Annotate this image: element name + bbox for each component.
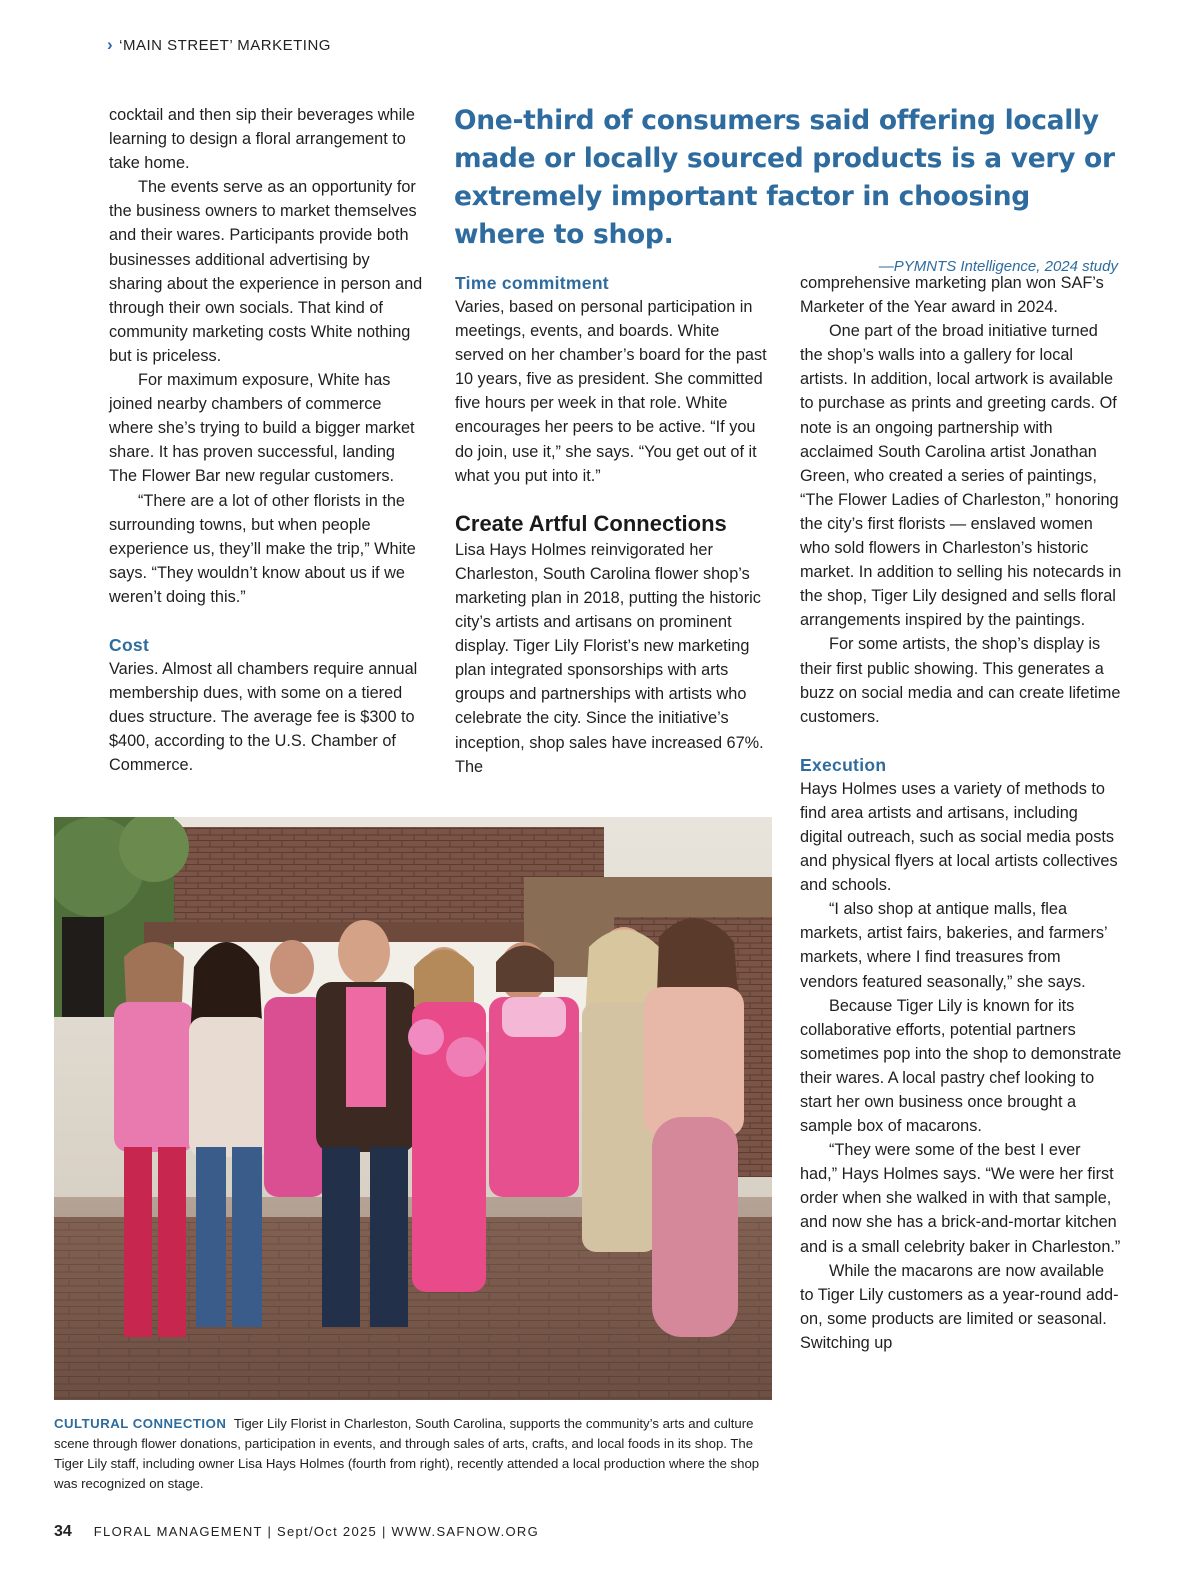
paragraph: comprehensive marketing plan won SAF’s Marketer of the Year award in 2024. (800, 274, 1104, 317)
pull-quote (454, 102, 1122, 275)
pull-quote-source: —PYMNTS Intelligence, 2024 study (878, 258, 1118, 275)
column-3 (800, 271, 1122, 1355)
chevron-right-icon: › (107, 35, 114, 54)
paragraph: One part of the broad initiative turned the shop’s walls into a gallery for local artists. In addition, local artwork is available to purchase as prints and greeting cards. Of note is an ongoing partnership with acclaimed South Carolina artist Jonathan Green, who created a series of paintings, “The Flower Ladies of Charleston,” honoring the city’s first florists — enslaved women who sold flowers in Charleston’s historic market. In addition to selling his notecards in the shop, Tiger Lily designed and sells floral arrangements inspired by the paintings. (800, 322, 1122, 630)
paragraph: The events serve as an opportunity for the business owners to market themselves and their wares. Participants provide both businesses additional advertising by sharing about the experience in person and through their own socials. That kind of community marketing costs White nothing but is priceless. (109, 178, 423, 365)
paragraph: While the macarons are now available to Tiger Lily customers as a year-round add-on, some products are limited or seasonal. Switching up (800, 1261, 1119, 1352)
execution-subhead: Execution (800, 754, 887, 775)
footer-text: FLORAL MANAGEMENT | Sept/Oct 2025 | WWW.SAFNOW.ORG (93, 1524, 540, 1539)
caption-head: CULTURAL CONNECTION (54, 1416, 227, 1431)
paragraph: Hays Holmes uses a variety of methods to find area artists and artisans, including digital outreach, such as social media posts and physical flyers at local artists collectives and schools. (800, 779, 1118, 895)
paragraph: Varies, based on personal participation in meetings, events, and boards. White served on her chamber’s board for the past 10 years, five as president. She committed five hours per week in that role. White encourages her peers to be active. “If you do join, use it,” she says. “You get out of it what you put into it.” (455, 298, 767, 485)
page-footer (54, 1523, 539, 1541)
column-1 (109, 103, 427, 777)
paragraph: “They were some of the best I ever had,” Hays Holmes says. “We were her first order when she walked in with that sample, and now she has a brick-and-mortar kitchen and is a small celebrity baker in Charleston.” (800, 1141, 1121, 1256)
column-2 (455, 271, 767, 779)
paragraph: Lisa Hays Holmes reinvigorated her Charleston, South Carolina flower shop’s marketing plan in 2018, putting the historic city’s artists and artisans on prominent display. Tiger Lily Florist’s new marketing plan integrated sponsorships with arts groups and partnerships with artists who celebrate the city. Since the initiative’s inception, shop sales have increased 67%. The (455, 540, 764, 776)
pull-quote-text: One-third of consumers said offering locally made or locally sourced products is a very or extremely important factor in choosing where to shop. (454, 105, 1115, 250)
paragraph: Varies. Almost all chambers require annual membership dues, with some on a tiered dues structure. The average fee is $300 to $400, according to the U.S. Chamber of Commerce. (109, 659, 418, 775)
paragraph: For maximum exposure, White has joined nearby chambers of commerce where she’s trying to build a bigger market share. It has proven successful, landing The Flower Bar new regular customers. (109, 371, 415, 486)
paragraph: For some artists, the shop’s display is their first public showing. This generates a buzz on social media and can create lifetime customers. (800, 635, 1121, 726)
photo-caption (54, 1414, 774, 1494)
caption-body: Tiger Lily Florist in Charleston, South Carolina, supports the community’s arts and culture scene through flower donations, participation in events, and through sales of arts, crafts, and local foods in its shop. The Tiger Lily staff, including owner Lisa Hays Holmes (fourth from right), recently attended a local production where the shop was recognized on stage. (54, 1416, 760, 1491)
paragraph: “There are a lot of other florists in the surrounding towns, but when people experience us, they’ll make the trip,” White says. “They wouldn’t know about us if we weren’t doing this.” (109, 491, 416, 606)
time-commitment-subhead: Time commitment (455, 273, 609, 293)
page-number: 34 (54, 1523, 72, 1540)
section-heading: Create Artful Connections (455, 510, 727, 536)
paragraph: “I also shop at antique malls, flea markets, artist fairs, bakeries, and farmers’ markets, where I find treasures from vendors featured seasonally,” she says. (800, 900, 1108, 991)
paragraph: Because Tiger Lily is known for its collaborative efforts, potential partners sometimes pop into the shop to demonstrate their wares. A local pastry chef looking to start her own business once brought a sample box of macarons. (800, 996, 1122, 1136)
cost-subhead: Cost (109, 634, 150, 655)
paragraph: cocktail and then sip their beverages while learning to design a floral arrangement to take home. (109, 106, 415, 173)
section-label-text: ‘MAIN STREET’ MARKETING (119, 37, 331, 54)
section-label (107, 35, 331, 55)
group-photo (54, 817, 772, 1400)
